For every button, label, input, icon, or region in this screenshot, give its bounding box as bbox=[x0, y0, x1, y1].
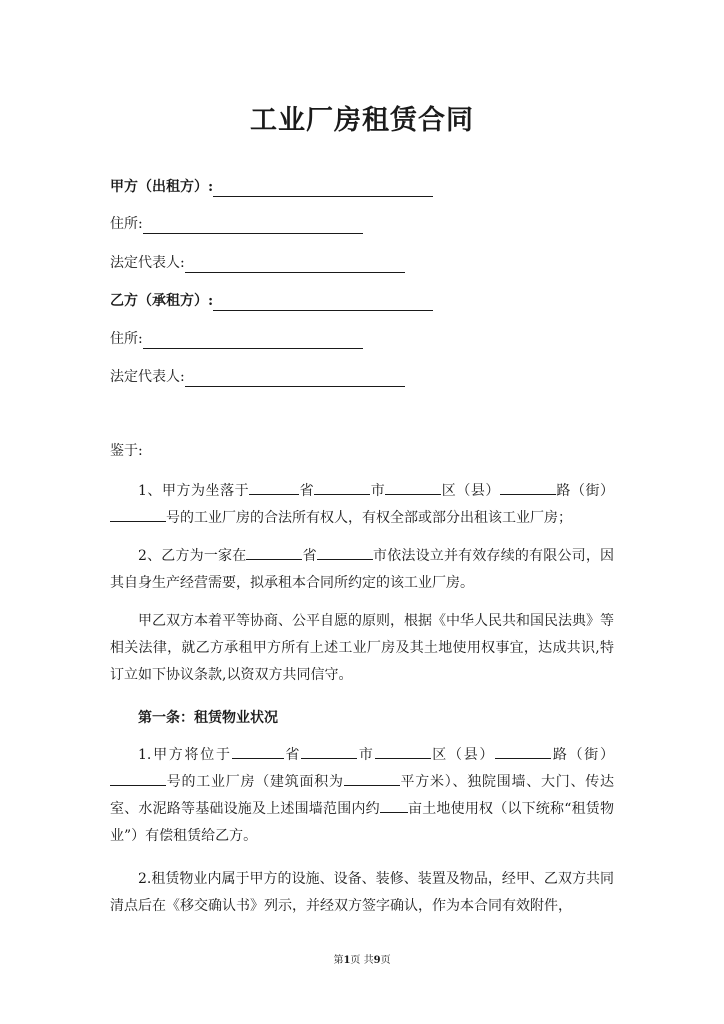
number-blank[interactable] bbox=[110, 506, 166, 522]
district-blank[interactable] bbox=[385, 479, 441, 495]
party-b-rep-blank[interactable] bbox=[185, 369, 405, 387]
clause-1-text: 平方米）、独院围墙、大门、传达室、水泥路等基础设施及上述围墙范围内约 bbox=[110, 774, 614, 817]
party-a-address-blank[interactable] bbox=[143, 216, 363, 234]
whereas-label: 鉴于: bbox=[110, 443, 143, 459]
city-blank[interactable] bbox=[317, 544, 373, 560]
party-a-label: 甲方（出租方）: bbox=[110, 179, 214, 195]
clause-1-text: 号的工业厂房（建筑面积为 bbox=[166, 774, 344, 790]
whereas-item-1 bbox=[110, 478, 614, 532]
area-blank[interactable] bbox=[344, 770, 400, 786]
clause-1-text: 1.甲方将位于 bbox=[138, 747, 232, 763]
party-a-row bbox=[110, 177, 433, 197]
whereas-item-1-text: 省 bbox=[299, 483, 315, 499]
page-footer bbox=[0, 951, 724, 966]
total-pages: 9 bbox=[373, 955, 381, 966]
page-number: 1 bbox=[343, 955, 351, 966]
city-blank[interactable] bbox=[314, 479, 370, 495]
road-blank[interactable] bbox=[495, 743, 551, 759]
party-b-address-blank[interactable] bbox=[143, 331, 363, 349]
party-b-label: 乙方（承租方）: bbox=[110, 293, 214, 309]
whereas-item-1-text: 1、甲方为坐落于 bbox=[138, 483, 250, 499]
party-b-address-label: 住所: bbox=[110, 331, 143, 347]
whereas-item-1-text: 号的工业厂房的合法所有权人，有权全部或部分出租该工业厂房； bbox=[166, 510, 572, 526]
party-b-rep-label: 法定代表人: bbox=[110, 369, 185, 385]
clause-1-text: 路（街） bbox=[551, 747, 615, 763]
party-b-row bbox=[110, 291, 433, 311]
party-a-blank[interactable] bbox=[213, 179, 433, 197]
clause-1-text: 省 bbox=[283, 747, 302, 763]
footer-text: 页 bbox=[380, 955, 391, 966]
footer-text: 第 bbox=[333, 955, 344, 966]
footer-text: 页 共 bbox=[350, 955, 374, 966]
article-1-clause-1 bbox=[110, 742, 614, 850]
party-b-rep-row bbox=[110, 367, 405, 387]
city-blank[interactable] bbox=[301, 743, 357, 759]
clause-1-text: 市 bbox=[357, 747, 375, 763]
article-1-clause-2: 2.租赁物业内属于甲方的设施、设备、装修、装置及物品，经甲、乙双方共同清点后在《移交确认书》列示，并经双方签字确认，作为本合同有效附件， bbox=[110, 871, 614, 914]
province-blank[interactable] bbox=[246, 544, 302, 560]
clause-1-text: 亩土地使用权（以下统称“租赁物业”）有偿租赁给乙方。 bbox=[110, 801, 614, 844]
party-a-rep-row bbox=[110, 253, 405, 273]
whereas-item-2-text: 省 bbox=[302, 548, 317, 564]
whereas-item-2-text: 市依法设立并有效存续的有限公司，因其自身生产经营需要，拟承租本合同所约定的该工业厂房。 bbox=[110, 548, 615, 591]
province-blank[interactable] bbox=[249, 479, 299, 495]
party-a-rep-label: 法定代表人: bbox=[110, 255, 185, 271]
document-title: 工业厂房租赁合同 bbox=[250, 105, 474, 136]
whereas-item-2 bbox=[110, 543, 614, 597]
whereas-item-1-text: 区（县） bbox=[441, 483, 500, 499]
land-area-blank[interactable] bbox=[380, 797, 408, 813]
whereas-item-1-text: 市 bbox=[370, 483, 386, 499]
whereas-item-1-text: 路（街） bbox=[555, 483, 615, 499]
party-b-address-row bbox=[110, 329, 363, 349]
party-a-address-row bbox=[110, 214, 363, 234]
number-blank[interactable] bbox=[110, 770, 166, 786]
province-blank[interactable] bbox=[232, 743, 284, 759]
party-a-address-label: 住所: bbox=[110, 216, 143, 232]
article-1-heading: 第一条：租赁物业状况 bbox=[138, 710, 278, 726]
whereas-statement: 甲乙双方本着平等协商、公平自愿的原则，根据《中华人民共和国民法典》等相关法律，就乙方承租甲方所有上述工业厂房及其土地使用权事宜，达成共识,特订立如下协议条款,以资双方共同信守。 bbox=[110, 613, 614, 683]
party-a-rep-blank[interactable] bbox=[185, 255, 405, 273]
district-blank[interactable] bbox=[375, 743, 431, 759]
clause-1-text: 区（县） bbox=[430, 747, 496, 763]
party-b-blank[interactable] bbox=[213, 293, 433, 311]
whereas-item-2-text: 2、乙方为一家在 bbox=[138, 548, 247, 564]
road-blank[interactable] bbox=[500, 479, 556, 495]
